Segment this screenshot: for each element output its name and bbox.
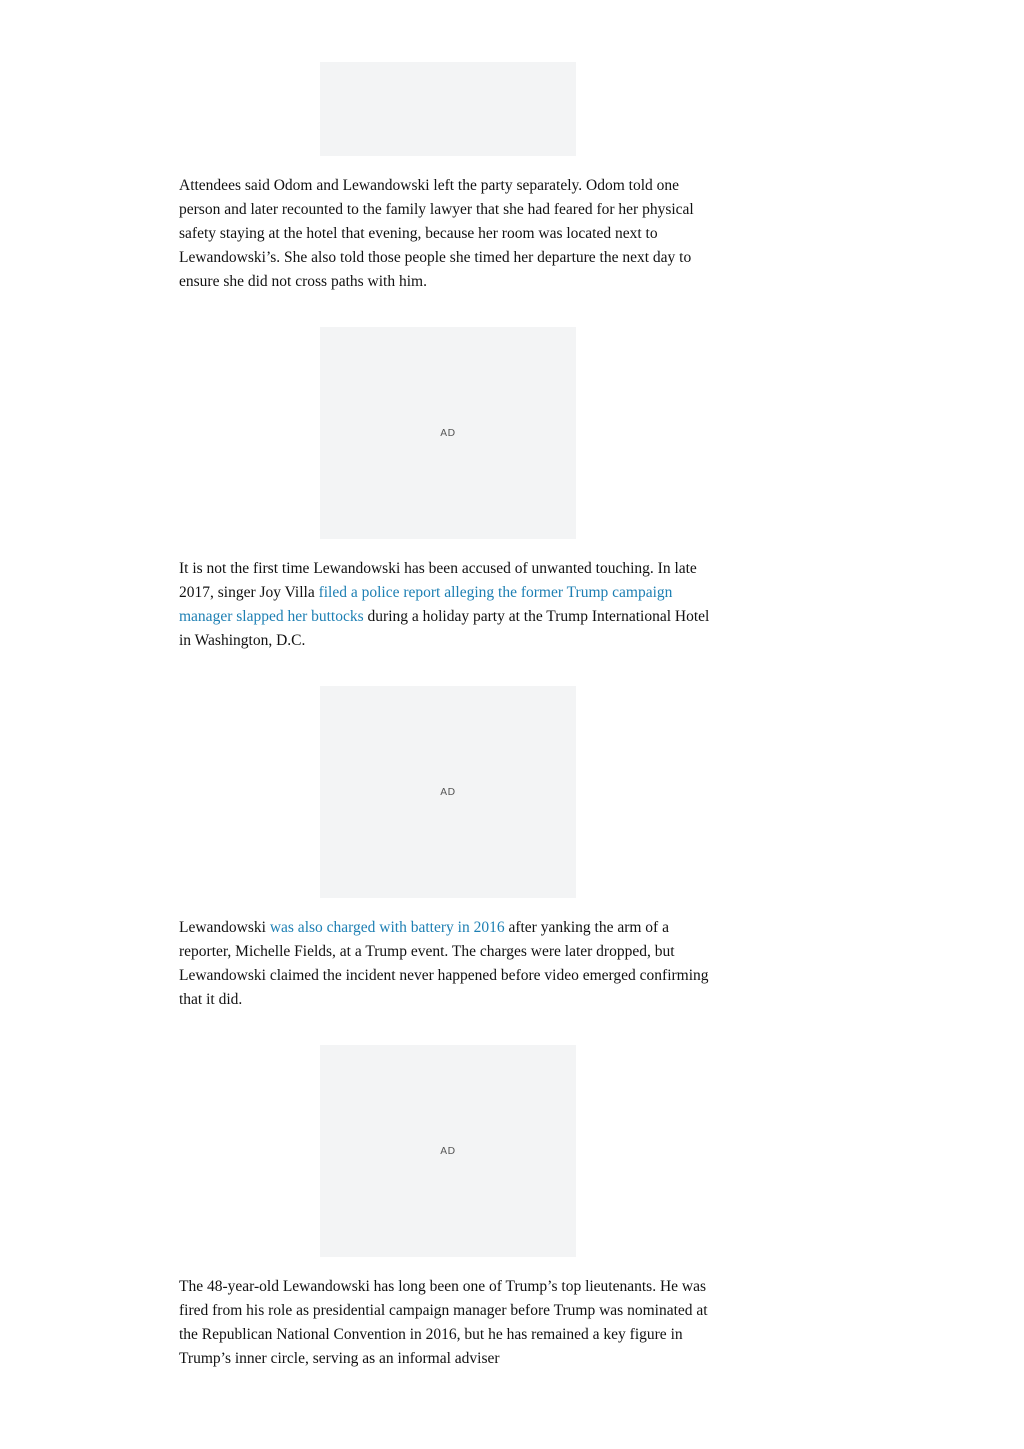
article-paragraph-2 xyxy=(179,557,724,653)
paragraph-text: after yanking the arm of a reporter, Michelle Fields, at a Trump event. The charges were later dropped, but Lewandowski claimed the incident never happened before video emerged confirming that it did. xyxy=(179,919,709,1008)
paragraph-text: It is not the first time Lewandowski has been accused of unwanted touching. In late 2017, singer Joy Villa xyxy=(179,560,697,601)
battery-charge-link[interactable]: was also charged with battery in 2016 xyxy=(269,919,505,936)
article-paragraph-1: Attendees said Odom and Lewandowski left the party separately. Odom told one person and later recounted to the family lawyer that she had feared for her physical safety staying at the hotel that evening, because her room was located next to Lewandowski’s. She also told those people she timed her departure the next day to ensure she did not cross paths with him. xyxy=(179,177,694,290)
ad-slot-1[interactable] xyxy=(320,327,576,539)
paragraph-text: Lewandowski xyxy=(179,919,270,936)
ad-label: AD xyxy=(440,786,456,798)
ad-slot-3[interactable] xyxy=(320,1045,576,1257)
article-paragraph-4: The 48-year-old Lewandowski has long been one of Trump’s top lieutenants. He was fired from his role as presidential campaign manager before Trump was nominated at the Republican National Convention in 2016, but he has remained a key figure in Trump’s inner circle, serving as an informal adviser xyxy=(179,1278,708,1367)
paragraph-text: during a holiday party at the Trump International Hotel in Washington, D.C. xyxy=(179,608,710,649)
ad-slot-top[interactable] xyxy=(320,62,576,156)
article-paragraph-3 xyxy=(179,916,724,1012)
ad-label: AD xyxy=(440,1145,456,1157)
police-report-link[interactable]: filed a police report alleging the former Trump campaign manager slapped her buttocks xyxy=(179,584,673,625)
ad-slot-2[interactable] xyxy=(320,686,576,898)
ad-label: AD xyxy=(440,427,456,439)
